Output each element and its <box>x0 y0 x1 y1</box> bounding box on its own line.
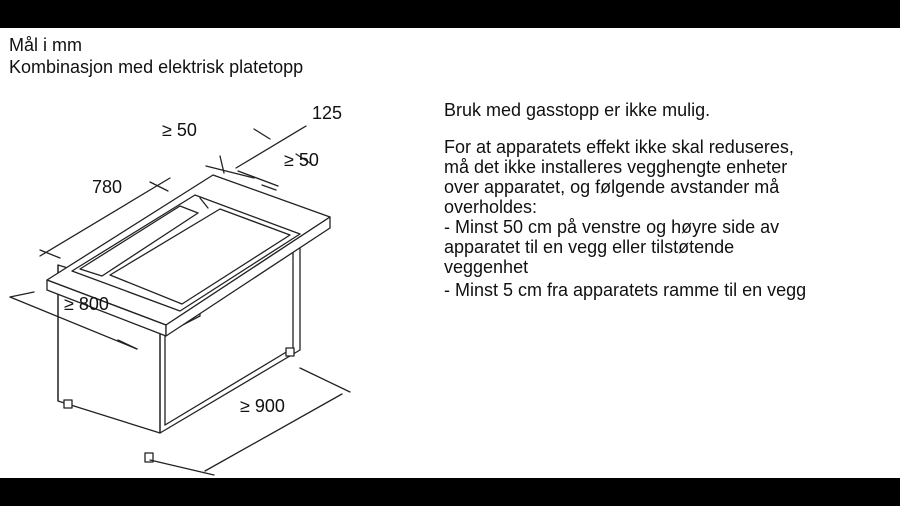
subtitle: Kombinasjon med elektrisk platetopp <box>9 57 304 77</box>
dim-800-tick-a <box>10 292 34 297</box>
intro-line-4: overholdes: <box>444 197 538 217</box>
installation-diagram <box>0 28 440 478</box>
cabinet-foot-right <box>286 348 294 356</box>
dim-900-label: ≥ 900 <box>240 396 285 416</box>
cabinet-foot-left <box>64 400 72 408</box>
letterbox-bottom <box>0 478 900 506</box>
cabinet-bottom-rail <box>160 350 300 433</box>
units-label: Mål i mm <box>9 35 82 55</box>
intro-line-3: over apparatet, og følgende avstander må <box>444 177 780 197</box>
item1-line-2: apparatet til en vegg eller tilstøtende <box>444 237 735 257</box>
gas-note: Bruk med gasstopp er ikke mulig. <box>444 100 711 120</box>
dim-125-tick-a <box>254 129 270 139</box>
dim-780-tick-a <box>150 182 168 191</box>
dim-900-tick-b <box>300 368 350 392</box>
dim-900-tick-a <box>150 460 214 475</box>
dim-800-label: ≥ 800 <box>64 294 109 314</box>
diagram-panel <box>0 28 900 478</box>
dim-780-label: 780 <box>92 177 123 197</box>
item2-line: - Minst 5 cm fra apparatets ramme til en vegg <box>444 280 807 300</box>
dim-50-left-label: ≥ 50 <box>162 120 197 140</box>
item1-line-3: veggenhet <box>444 257 529 277</box>
dim-50-right-tick-a <box>262 185 276 190</box>
dim-50-right-label: ≥ 50 <box>284 150 319 170</box>
intro-line-2: må det ikke installeres vegghengte enheter <box>444 157 788 177</box>
dim-125-label: 125 <box>312 103 343 123</box>
item1-line-1: - Minst 50 cm på venstre og høyre side av <box>444 217 780 237</box>
letterbox-top <box>0 0 900 28</box>
intro-line-1: For at apparatets effekt ikke skal reduseres, <box>444 137 794 157</box>
installation-notes <box>444 100 894 300</box>
dim-50-right-line <box>238 171 278 186</box>
